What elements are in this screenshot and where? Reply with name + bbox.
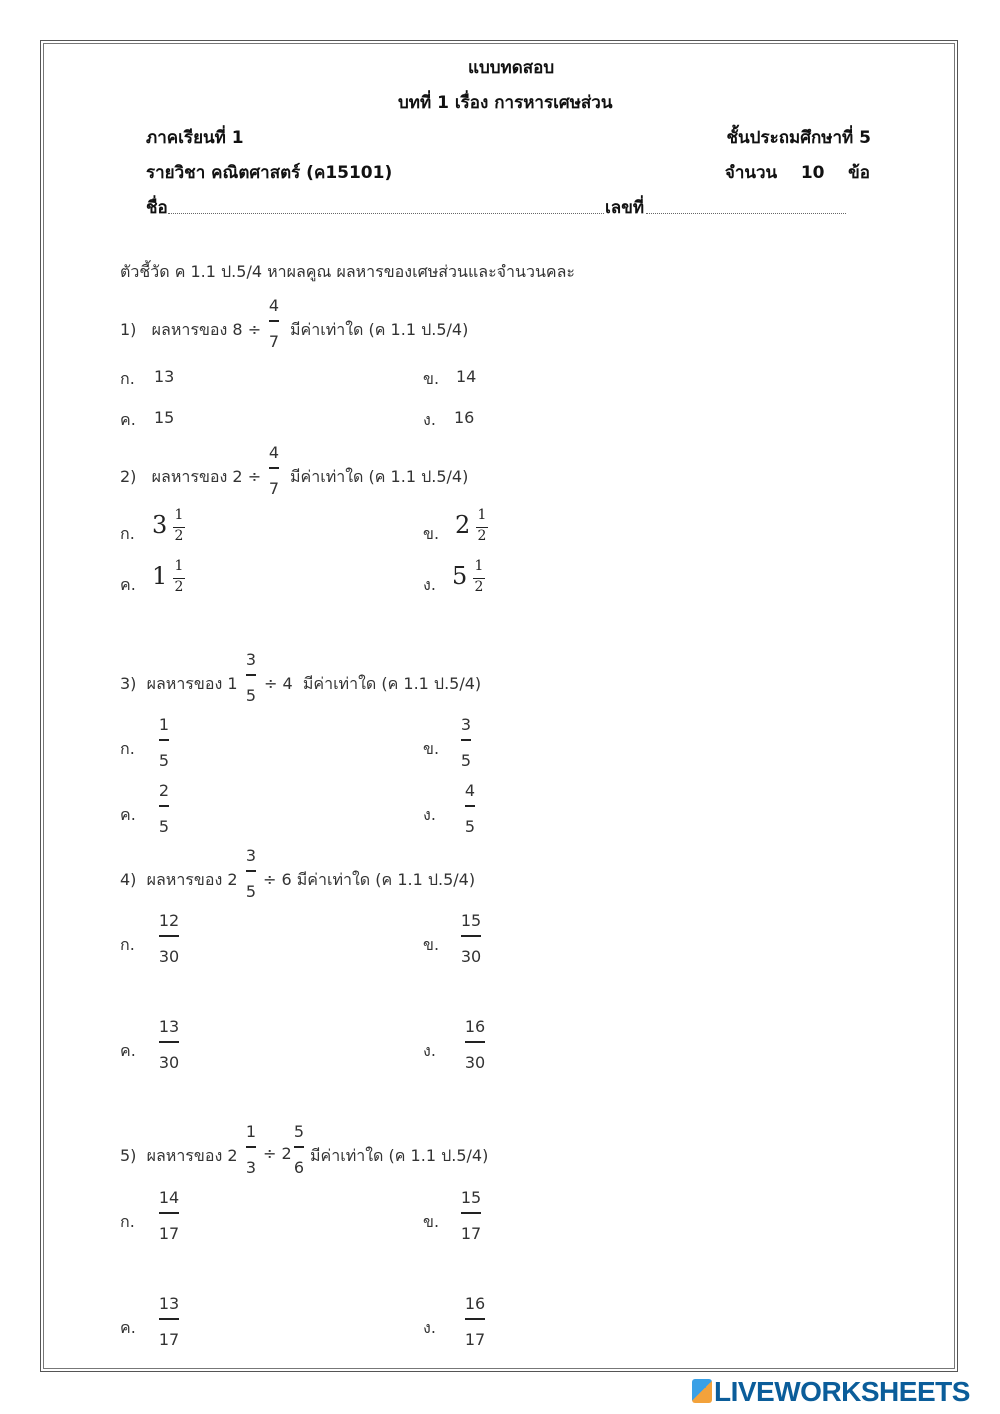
q4-option-a[interactable] xyxy=(155,911,183,971)
liveworksheets-brand-text: LIVEWORKSHEETS xyxy=(714,1376,970,1407)
q3-option-b[interactable] xyxy=(452,715,480,775)
mixed-whole: 5 xyxy=(452,562,468,590)
grade-label: ชั้นประถมศึกษาที่ 5 xyxy=(726,128,871,148)
fraction-denominator: 17 xyxy=(460,1224,482,1243)
fraction-bar xyxy=(246,1146,256,1148)
q2-option-d[interactable] xyxy=(452,558,488,602)
fraction-denominator: 5 xyxy=(460,751,472,770)
fraction-denominator: 5 xyxy=(158,751,170,770)
fraction-numerator: 14 xyxy=(158,1188,180,1207)
number-label: เลขที่ xyxy=(605,198,645,218)
q1-option-b[interactable]: 14 xyxy=(456,367,477,386)
fraction-numerator: 4 xyxy=(268,296,280,315)
question-5-suffix: มีค่าเท่าใด (ค 1.1 ป.5/4) xyxy=(310,1146,489,1165)
question-2-fraction xyxy=(260,443,288,503)
fraction-bar xyxy=(461,935,481,937)
q5-choice-label-a: ก. xyxy=(120,1212,135,1231)
q4-choice-label-c: ค. xyxy=(120,1041,136,1060)
mixed-denominator: 2 xyxy=(477,528,487,544)
fraction-bar xyxy=(159,1318,179,1320)
fraction-numerator: 13 xyxy=(158,1017,180,1036)
number-field[interactable] xyxy=(646,213,846,214)
worksheet-title: แบบทดสอบ xyxy=(468,58,555,78)
mixed-denominator: 2 xyxy=(174,579,184,595)
fraction-bar xyxy=(461,739,471,741)
question-5-middle: ÷ 2 xyxy=(263,1144,292,1163)
question-4-prefix: 4) ผลหารของ 2 xyxy=(120,870,238,889)
question-3-suffix: ÷ 4 มีค่าเท่าใด (ค 1.1 ป.5/4) xyxy=(264,674,482,693)
fraction-denominator: 3 xyxy=(245,1158,257,1177)
question-1-fraction xyxy=(260,296,288,356)
fraction-bar xyxy=(465,1318,485,1320)
fraction-numerator: 13 xyxy=(158,1294,180,1313)
fraction-bar xyxy=(159,805,169,807)
q2-option-a[interactable] xyxy=(152,507,188,551)
question-2-prefix: 2) ผลหารของ 2 ÷ xyxy=(120,467,262,486)
fraction-numerator: 1 xyxy=(245,1122,257,1141)
fraction-denominator: 17 xyxy=(464,1330,486,1349)
fraction-bar xyxy=(159,935,179,937)
q1-choice-label-a: ก. xyxy=(120,369,135,388)
mixed-numerator: 1 xyxy=(474,558,484,574)
mixed-denominator: 2 xyxy=(174,528,184,544)
q5-option-d[interactable] xyxy=(461,1294,489,1354)
question-3-fraction xyxy=(237,650,265,710)
q5-option-c[interactable] xyxy=(155,1294,183,1354)
fraction-numerator: 4 xyxy=(464,781,476,800)
fraction-denominator: 17 xyxy=(158,1330,180,1349)
q1-option-c[interactable]: 15 xyxy=(154,408,175,427)
q5-option-a[interactable] xyxy=(155,1188,183,1248)
q3-option-c[interactable] xyxy=(150,781,178,841)
mixed-numerator: 1 xyxy=(174,558,184,574)
fraction-denominator: 30 xyxy=(464,1053,486,1072)
question-1-suffix: มีค่าเท่าใด (ค 1.1 ป.5/4) xyxy=(290,320,469,339)
fraction-bar xyxy=(159,1212,179,1214)
q1-choice-label-c: ค. xyxy=(120,410,136,429)
fraction-bar xyxy=(269,467,279,469)
fraction-bar xyxy=(465,1041,485,1043)
q4-choice-label-b: ข. xyxy=(423,935,440,954)
question-count: จำนวน 10 ข้อ xyxy=(724,163,870,183)
q3-choice-label-b: ข. xyxy=(423,739,440,758)
fraction-denominator: 30 xyxy=(460,947,482,966)
q2-choice-label-c: ค. xyxy=(120,575,136,594)
name-label: ชื่อ xyxy=(146,198,168,218)
fraction-numerator: 3 xyxy=(245,650,257,669)
q5-option-b[interactable] xyxy=(457,1188,485,1248)
q3-choice-label-d: ง. xyxy=(423,805,436,824)
q1-choice-label-d: ง. xyxy=(423,410,436,429)
fraction-bar xyxy=(294,1146,304,1148)
fraction-numerator: 16 xyxy=(464,1294,486,1313)
indicator-text: ตัวชี้วัด ค 1.1 ป.5/4 หาผลคูณ ผลหารของเศษส่วนและจำนวนคละ xyxy=(120,262,575,281)
q3-choice-label-a: ก. xyxy=(120,739,135,758)
fraction-bar xyxy=(269,320,279,322)
fraction-numerator: 3 xyxy=(460,715,472,734)
fraction-denominator: 5 xyxy=(245,882,257,901)
question-5-fraction-2 xyxy=(285,1122,313,1182)
q2-choice-label-a: ก. xyxy=(120,524,135,543)
q5-choice-label-b: ข. xyxy=(423,1212,440,1231)
question-1-prefix: 1) ผลหารของ 8 ÷ xyxy=(120,320,262,339)
q1-option-d[interactable]: 16 xyxy=(454,408,475,427)
mixed-whole: 3 xyxy=(152,511,168,539)
subject-label: รายวิชา คณิตศาสตร์ (ค15101) xyxy=(146,163,393,183)
fraction-numerator: 3 xyxy=(245,846,257,865)
fraction-numerator: 15 xyxy=(460,911,482,930)
q5-choice-label-d: ง. xyxy=(423,1318,436,1337)
q2-option-b[interactable] xyxy=(455,507,491,551)
fraction-bar xyxy=(465,805,475,807)
q1-choice-label-b: ข. xyxy=(423,369,440,388)
question-2-suffix: มีค่าเท่าใด (ค 1.1 ป.5/4) xyxy=(290,467,469,486)
question-4-suffix: ÷ 6 มีค่าเท่าใด (ค 1.1 ป.5/4) xyxy=(263,870,476,889)
q3-option-d[interactable] xyxy=(456,781,484,841)
liveworksheets-logo-icon xyxy=(692,1379,712,1403)
question-5-prefix: 5) ผลหารของ 2 xyxy=(120,1146,238,1165)
mixed-numerator: 1 xyxy=(174,507,184,523)
fraction-numerator: 16 xyxy=(464,1017,486,1036)
fraction-denominator: 6 xyxy=(293,1158,305,1177)
mixed-numerator: 1 xyxy=(477,507,487,523)
fraction-denominator: 5 xyxy=(158,817,170,836)
fraction-numerator: 4 xyxy=(268,443,280,462)
fraction-bar xyxy=(246,870,256,872)
q4-choice-label-d: ง. xyxy=(423,1041,436,1060)
fraction-numerator: 2 xyxy=(158,781,170,800)
q5-choice-label-c: ค. xyxy=(120,1318,136,1337)
fraction-bar xyxy=(159,739,169,741)
question-5-fraction-1 xyxy=(237,1122,265,1182)
fraction-denominator: 30 xyxy=(158,947,180,966)
question-3-prefix: 3) ผลหารของ 1 xyxy=(120,674,238,693)
mixed-denominator: 2 xyxy=(474,579,484,595)
fraction-denominator: 7 xyxy=(268,479,280,498)
q3-option-a[interactable] xyxy=(150,715,178,775)
mixed-whole: 2 xyxy=(455,511,471,539)
q4-option-c[interactable] xyxy=(155,1017,183,1077)
page-border xyxy=(40,40,958,1372)
fraction-denominator: 5 xyxy=(245,686,257,705)
q4-option-b[interactable] xyxy=(457,911,485,971)
fraction-numerator: 5 xyxy=(293,1122,305,1141)
q2-option-c[interactable] xyxy=(152,558,188,602)
name-field[interactable] xyxy=(168,213,604,214)
q2-choice-label-d: ง. xyxy=(423,575,436,594)
fraction-bar xyxy=(461,1212,481,1214)
fraction-numerator: 15 xyxy=(460,1188,482,1207)
mixed-whole: 1 xyxy=(152,562,168,590)
q4-choice-label-a: ก. xyxy=(120,935,135,954)
fraction-bar xyxy=(246,674,256,676)
fraction-numerator: 1 xyxy=(158,715,170,734)
worksheet-subtitle: บทที่ 1 เรื่อง การหารเศษส่วน xyxy=(398,93,613,113)
fraction-denominator: 5 xyxy=(464,817,476,836)
question-4-fraction xyxy=(237,846,265,906)
fraction-denominator: 7 xyxy=(268,332,280,351)
q4-option-d[interactable] xyxy=(461,1017,489,1077)
fraction-denominator: 30 xyxy=(158,1053,180,1072)
q3-choice-label-c: ค. xyxy=(120,805,136,824)
q1-option-a[interactable]: 13 xyxy=(154,367,175,386)
fraction-denominator: 17 xyxy=(158,1224,180,1243)
q2-choice-label-b: ข. xyxy=(423,524,440,543)
fraction-numerator: 12 xyxy=(158,911,180,930)
semester-label: ภาคเรียนที่ 1 xyxy=(146,128,244,148)
fraction-bar xyxy=(159,1041,179,1043)
